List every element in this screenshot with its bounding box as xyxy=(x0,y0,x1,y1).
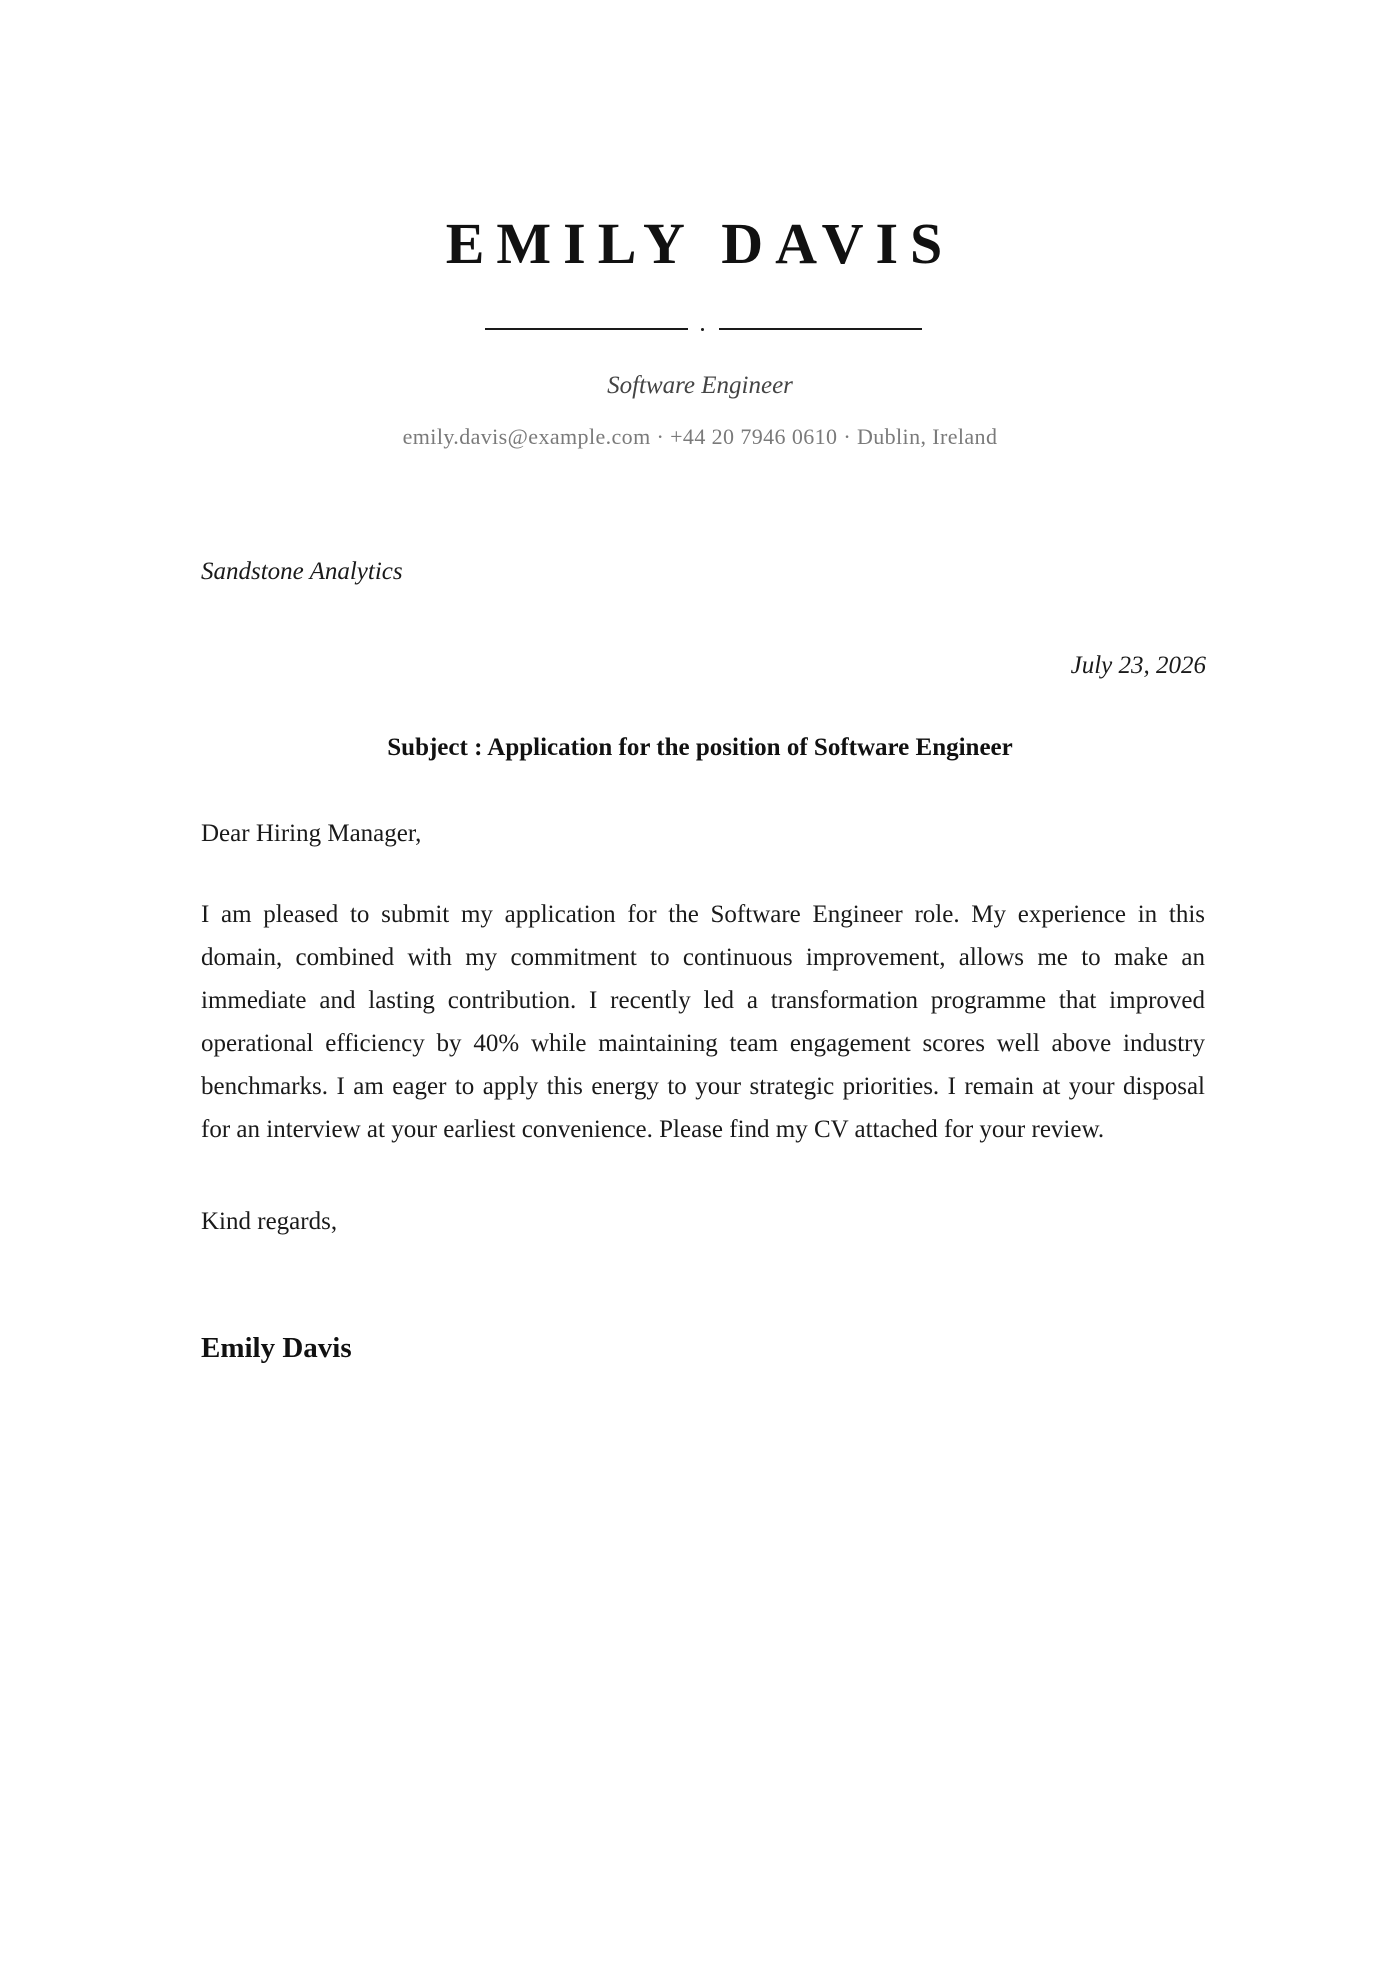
header-rule-right xyxy=(719,328,922,330)
contact-line: emily.davis@example.com · +44 20 7946 0610 · Dublin, Ireland xyxy=(402,424,998,449)
letter-date: July 23, 2026 xyxy=(1070,652,1206,679)
header-rule-dot xyxy=(701,328,704,331)
letter-body-paragraph: I am pleased to submit my application for the Software Engineer role. My experience in this domain, combined with my commitment to continuous improvement, allows me to make an immediate and lasting contribution. I recently led a transformation programme that improved operational efficiency by 40% while maintaining team engagement scores well above industry benchmarks. I am eager to apply this energy to your strategic priorities. I remain at your disposal for an interview at your earliest convenience. Please find my CV attached for your review. xyxy=(201,901,1205,1143)
applicant-role: Software Engineer xyxy=(607,372,793,399)
recipient-company: Sandstone Analytics xyxy=(201,558,403,585)
letter-greeting: Dear Hiring Manager, xyxy=(201,820,422,847)
letter-signature: Emily Davis xyxy=(201,1332,352,1364)
letter-subject: Subject : Application for the position of Software Engineer xyxy=(387,734,1013,761)
header-rule-left xyxy=(485,328,688,330)
letter-closing: Kind regards, xyxy=(201,1208,338,1235)
applicant-name-heading: EMILY DAVIS xyxy=(445,211,955,276)
